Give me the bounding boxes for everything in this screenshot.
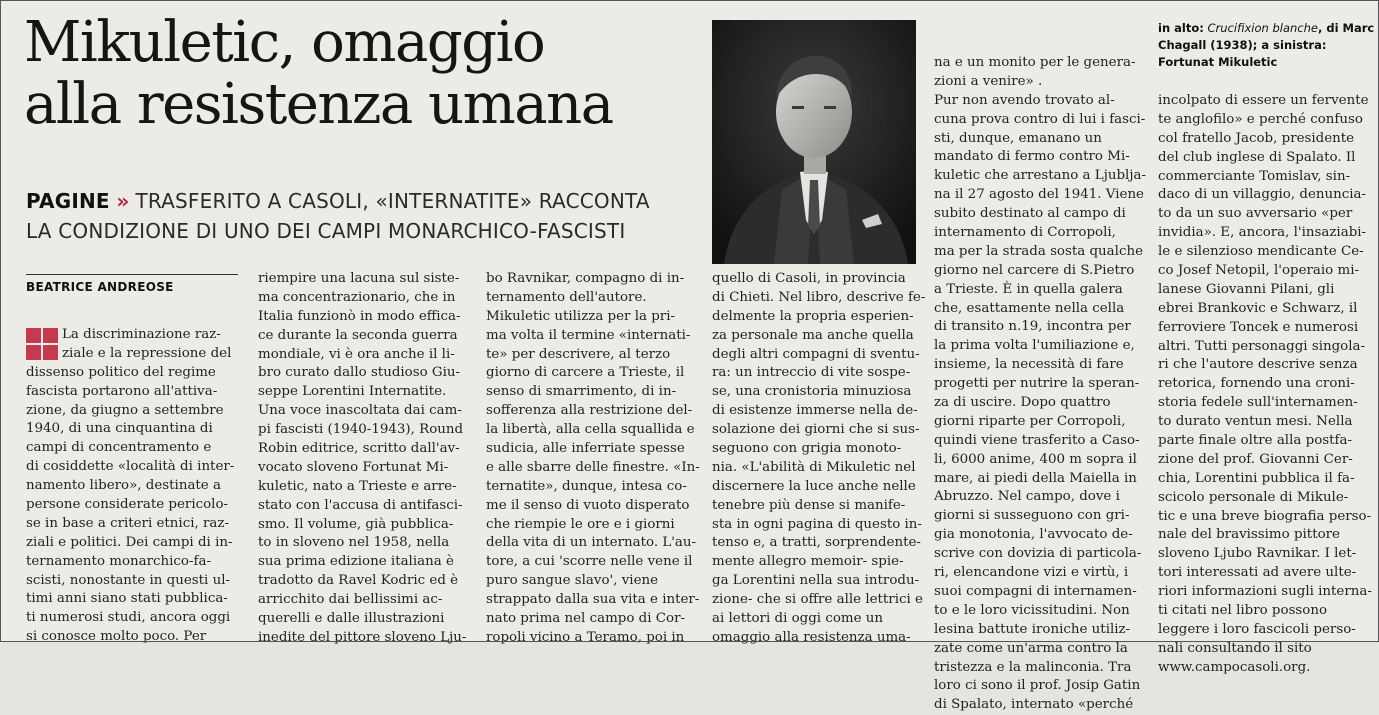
text-line: ropoli vicino a Teramo, poi in [486,629,685,645]
text-line: to da un suo avversario «per [1158,206,1353,222]
text-line: omaggio alla resistenza uma- [712,629,911,645]
text-line: fascista portarono all'attiva- [26,383,218,399]
text-line: arricchito dai bellissimi ac- [258,592,443,608]
text-line: si conosce molto poco. Per [26,629,207,645]
text-line: nale del bravissimo pittore [1158,527,1340,543]
text-line: lanese Giovanni Pilani, gli [1158,281,1335,297]
text-line: puro sangue slavo', viene [486,573,659,589]
text-line: mare, ai piedi della Maiella in [934,470,1137,486]
byline-rule [26,274,238,275]
text-line: tenso e, a tratti, sorprendente- [712,535,921,551]
text-line: a Trieste. È in quella galera [934,281,1123,297]
section-label: PAGINE [26,189,110,213]
text-line: delmente la propria esperien- [712,308,914,324]
portrait-image [712,20,916,264]
text-line: senso di smarrimento, di in- [486,384,677,400]
text-line: seppe Lorentini Internatite. [258,384,447,400]
text-line: ri, elencandone vizi e virtù, i [934,565,1129,581]
text-line: ai lettori di oggi come un [712,611,884,627]
text-line: giorni riparte per Corropoli, [934,413,1126,429]
text-line: commerciante Tomislav, sin- [1158,168,1351,184]
text-line: stato con l'accusa di antifasci- [258,497,463,513]
text-line: tore, a cui 'scorre nelle vene il [486,554,693,570]
text-line: scisti, nonostante in questi ul- [26,572,231,588]
text-line: le e silenzioso mendicante Ce- [1158,244,1364,260]
text-line: riori informazioni sugli interna- [1158,584,1372,600]
text-line: sofferenza alla restrizione del- [486,403,693,419]
text-line: storia fedele sull'internamen- [1158,395,1358,411]
text-line: zioni a venire» . [934,73,1043,89]
text-line: na e un monito per le genera- [934,55,1136,70]
text-line: degli altri compagni di sventu- [712,346,920,362]
text-line: timi anni siano stati pubblica- [26,591,228,607]
text-line: mente allegro memoir- spie- [712,554,904,570]
text-line: ti numerosi studi, ancora oggi [26,610,231,626]
text-line: sloveno Ljubo Ravnikar. I let- [1158,546,1357,562]
text-line: zione- che si offre alle lettrici e [712,592,923,608]
text-line: ga Lorentini nella sua introdu- [712,573,920,589]
text-line: di esistenze immerse nella de- [712,403,918,419]
text-line: na il 27 agosto del 1941. Viene [934,187,1144,203]
kicker [26,186,706,246]
text-line: se, una cronistoria minuziosa [712,384,912,400]
caption-line-3: Fortunat Mikuletic [1158,55,1278,69]
text-line: ebrei Brankovic e Schwarz, il [1158,300,1358,316]
text-line: scrive con dovizia di particola- [934,546,1142,562]
text-line: querelli e dalle illustrazioni [258,611,445,627]
article-column-5 [934,54,1148,715]
text-line: ternatite», dunque, intesa co- [486,478,687,494]
text-line: seguono con grigia monoto- [712,441,902,457]
text-line: ma per la strada sosta qualche [934,243,1143,259]
text-line: del club inglese di Spalato. Il [1158,149,1356,165]
text-line: ziale e la repressione del [62,345,232,361]
text-line: zate come un'arma contro la [934,640,1128,656]
text-line: se in base a criteri etnici, raz- [26,515,229,531]
text-line: vocato sloveno Fortunat Mi- [258,459,449,475]
text-line: scicolo personale di Mikule- [1158,489,1349,505]
text-line: progetti per nutrire la speran- [934,376,1140,392]
kicker-text-1: TRASFERITO A CASOLI, «INTERNATITE» RACCONTA [135,189,650,213]
text-line: inedite del pittore sloveno Lju- [258,629,467,645]
text-line: mandato di fermo contro Mi- [934,149,1130,165]
byline: BEATRICE ANDREOSE [26,280,174,294]
text-line: campi di concentramento e [26,440,212,456]
text-line: cuna prova contro di lui i fasci- [934,111,1146,127]
text-line: chia, Lorentini pubblica il fa- [1158,470,1355,486]
text-line: leggere i loro fascicoli perso- [1158,621,1356,637]
article-column-6 [1158,92,1372,678]
text-line: che riempie le ore e i giorni [486,516,675,532]
text-line: e alle sbarre delle finestre. «In- [486,459,700,475]
text-line: smo. Il volume, già pubblica- [258,516,454,532]
text-line: Una voce inascoltata dai cam- [258,403,462,419]
caption-line-2: Chagall (1938); a sinistra: [1158,38,1327,52]
text-line: della vita di un internato. L'au- [486,535,697,551]
text-line: ziali e politici. Dei campi di in- [26,534,233,550]
text-line: to durato ventun mesi. Nella [1158,414,1353,430]
text-line: tradotto da Ravel Kodric ed è [258,573,459,589]
text-line: discernere la luce anche nelle [712,478,916,494]
text-line: ti citati nel libro possono [1158,603,1328,619]
text-line: giorni si susseguono con gri- [934,508,1130,524]
text-line: 1940, di una cinquantina di [26,421,213,437]
text-line: parte finale oltre alla postfa- [1158,433,1352,449]
headline [24,12,684,136]
text-line: Abruzzo. Nel campo, dove i [934,489,1120,505]
text-line: zione, da giugno a settembre [26,402,224,418]
text-line: subito destinato al campo di [934,206,1126,222]
text-line: insieme, la necessità di fare [934,357,1124,373]
text-line: pi fascisti (1940-1943), Round [258,422,464,438]
text-line: ma volta il termine «internati- [486,327,691,343]
text-line: nali consultando il sito [1158,640,1312,656]
text-line: ra: un intreccio di vite sospe- [712,365,911,381]
text-line: te» per descrivere, al terzo [486,346,671,362]
text-line: di transito n.19, incontra per [934,319,1131,335]
caption-work-title: Crucifixion blanche [1207,21,1318,35]
text-line: ri che l'autore descrive senza [1158,357,1358,373]
photo-caption [1158,20,1375,71]
text-line: retorica, fornendo una croni- [1158,376,1355,392]
text-line: invidia». E, ancora, l'insaziabi- [1158,225,1367,241]
headline-line-1: Mikuletic, omaggio [24,10,545,75]
text-line: strappato dalla sua vita e inter- [486,592,700,608]
text-line: mondiale, vi è ora anche il li- [258,346,455,362]
text-line: riempire una lacuna sul siste- [258,271,460,286]
text-line: za di uscire. Dopo quattro [934,395,1111,411]
text-line: zione del prof. Giovanni Cer- [1158,451,1353,467]
text-line: sta in ogni pagina di questo in- [712,516,922,532]
text-line: solazione dei giorni che si sus- [712,422,920,438]
text-line: kuletic, nato a Trieste e arre- [258,478,457,494]
text-line: col fratello Jacob, presidente [1158,130,1355,146]
text-line: Italia funzionò in modo effica- [258,308,461,324]
text-line: La discriminazione raz- [62,327,221,342]
text-line: ternamento monarchico-fa- [26,553,211,569]
text-line: altri. Tutti personaggi singola- [1158,338,1366,354]
text-line: ternamento dell'autore. [486,289,647,305]
text-line: daco di un villaggio, denuncia- [1158,187,1367,203]
text-line: internamento di Corropoli, [934,225,1116,241]
text-line: Pur non avendo trovato al- [934,92,1115,108]
text-line: Robin editrice, scritto dall'av- [258,441,460,457]
text-line: za personale ma anche quella [712,327,914,343]
text-line: che, esattamente nella cella [934,300,1125,316]
kicker-line-1 [26,186,706,216]
section-arrow: » [116,189,130,213]
text-line: giorno di carcere a Trieste, il [486,365,685,381]
text-line: namento libero», destinate a [26,478,221,494]
text-line: to e le loro vicissitudini. Non [934,602,1130,618]
text-line: quello di Casoli, in provincia [712,271,906,286]
text-line: Mikuletic utilizza per la pri- [486,308,676,324]
article-column-4 [712,270,926,648]
text-line: to in sloveno nel 1958, nella [258,535,450,551]
text-line: sudicia, alle inferriate spesse [486,441,685,457]
text-line: tenebre più dense si manife- [712,497,906,513]
text-line: nato prima nel campo di Cor- [486,611,686,627]
article-column-1 [26,326,240,647]
text-line: te anglofilo» e perché confuso [1158,111,1363,127]
text-line: kuletic che arrestano a Ljublja- [934,168,1146,184]
text-line: bo Ravnikar, compagno di in- [486,271,685,286]
text-line: bro curato dallo studioso Giu- [258,365,461,381]
text-line: gia monotonia, l'avvocato de- [934,527,1133,543]
text-line: www.campocasoli.org. [1158,659,1311,675]
caption-line-1: in alto: Crucifixion blanche, di Marc [1158,21,1375,35]
text-line: quindi viene trasferito a Caso- [934,432,1140,448]
text-line: sua prima edizione italiana è [258,554,454,570]
text-line: giorno nel carcere di S.Pietro [934,262,1135,278]
kicker-line-2: LA CONDIZIONE DI UNO DEI CAMPI MONARCHICO-FASCISTI [26,219,626,243]
text-line: ma concentrazionario, che in [258,289,456,305]
headline-line-2: alla resistenza umana [24,72,613,137]
text-line: suoi compagni di internamen- [934,583,1137,599]
text-line: di cosiddette «località di inter- [26,459,235,475]
text-line: nia. «L'abilità di Mikuletic nel [712,459,916,475]
text-line: loro ci sono il prof. Josip Gatin [934,678,1141,694]
text-line: me il senso di vuoto disperato [486,497,690,513]
article-column-3 [486,270,704,648]
text-line: sti, dunque, emanano un [934,130,1102,146]
text-line: la libertà, alla cella squallida e [486,422,695,438]
article-column-2 [258,270,476,648]
text-line: dissenso politico del regime [26,364,216,380]
text-line: tori interessati ad avere ulte- [1158,565,1357,581]
text-line: incolpato di essere un fervente [1158,93,1369,108]
text-line: tic e una breve biografia perso- [1158,508,1372,524]
text-line: ce durante la seconda guerra [258,327,458,343]
author-portrait-photo [712,20,916,264]
text-line: co Josef Netopil, l'operaio mi- [1158,263,1360,279]
text-line: li, 6000 anime, 400 m sopra il [934,451,1137,467]
text-line: di Chieti. Nel libro, descrive fe- [712,289,926,305]
text-line: lesina battute ironiche utiliz- [934,621,1131,637]
text-line: di Spalato, internato «perché [934,697,1134,713]
text-line: la prima volta l'umiliazione e, [934,338,1135,354]
text-line: ferroviere Toncek e numerosi [1158,319,1359,335]
text-line: persone considerate pericolo- [26,497,229,513]
text-line: tristezza e la malinconia. Tra [934,659,1132,675]
